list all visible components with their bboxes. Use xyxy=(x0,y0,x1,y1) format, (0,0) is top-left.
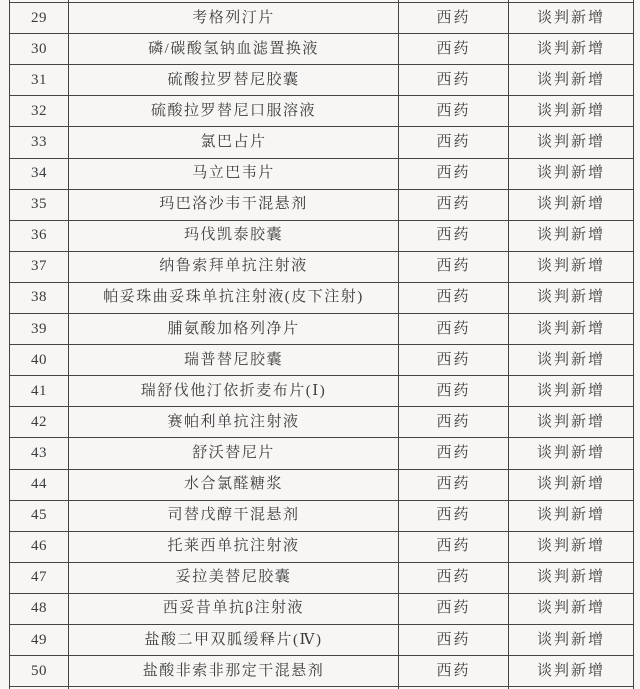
category-cell: 西药 xyxy=(399,531,509,562)
row-number-cell: 33 xyxy=(10,127,69,158)
drug-name-cell: 司替戊醇干混悬剂 xyxy=(69,500,399,531)
category-cell: 西药 xyxy=(399,438,509,469)
drug-name-cell: 瑞普替尼胶囊 xyxy=(69,345,399,376)
status-cell: 谈判新增 xyxy=(509,624,634,655)
table-row xyxy=(10,220,634,251)
status-cell: 谈判新增 xyxy=(509,562,634,593)
row-number-cell: 47 xyxy=(10,562,69,593)
row-number-cell: 34 xyxy=(10,158,69,189)
drug-name-cell: 马立巴韦片 xyxy=(69,158,399,189)
status-cell: 谈判新增 xyxy=(509,376,634,407)
drug-name-cell: 托莱西单抗注射液 xyxy=(69,531,399,562)
status-cell: 谈判新增 xyxy=(509,407,634,438)
status-cell: 谈判新增 xyxy=(509,438,634,469)
status-cell: 谈判新增 xyxy=(509,282,634,313)
status-cell: 谈判新增 xyxy=(509,127,634,158)
drug-name-cell: 赛帕利单抗注射液 xyxy=(69,407,399,438)
drug-name-cell: 硫酸拉罗替尼口服溶液 xyxy=(69,96,399,127)
row-number-cell: 38 xyxy=(10,282,69,313)
status-cell: 谈判新增 xyxy=(509,158,634,189)
category-cell: 西药 xyxy=(399,220,509,251)
row-number-cell: 42 xyxy=(10,407,69,438)
category-cell: 西药 xyxy=(399,624,509,655)
drug-name-cell: 西妥昔单抗β注射液 xyxy=(69,593,399,624)
table-row xyxy=(10,593,634,624)
table-row xyxy=(10,96,634,127)
table-row xyxy=(10,127,634,158)
table-row xyxy=(10,189,634,220)
category-cell: 西药 xyxy=(399,96,509,127)
drug-name-cell: 盐酸二甲双胍缓释片(Ⅳ) xyxy=(69,624,399,655)
drug-name-cell: 舒沃替尼片 xyxy=(69,438,399,469)
drug-name-cell: 纳鲁索拜单抗注射液 xyxy=(69,251,399,282)
category-cell: 西药 xyxy=(399,65,509,96)
row-number-cell: 48 xyxy=(10,593,69,624)
status-cell: 谈判新增 xyxy=(509,656,634,687)
drug-name-cell: 盐酸非索非那定干混悬剂 xyxy=(69,656,399,687)
category-cell: 西药 xyxy=(399,34,509,65)
row-number-cell: 31 xyxy=(10,65,69,96)
category-cell: 西药 xyxy=(399,345,509,376)
row-number-cell: 44 xyxy=(10,469,69,500)
status-cell: 谈判新增 xyxy=(509,3,634,34)
status-cell: 谈判新增 xyxy=(509,469,634,500)
table-row xyxy=(10,500,634,531)
table-row xyxy=(10,34,634,65)
table-row xyxy=(10,438,634,469)
category-cell: 西药 xyxy=(399,500,509,531)
table-row xyxy=(10,531,634,562)
row-number-cell: 32 xyxy=(10,96,69,127)
drug-name-cell: 水合氯醛糖浆 xyxy=(69,469,399,500)
row-number-cell: 29 xyxy=(10,3,69,34)
drug-name-cell: 氯巴占片 xyxy=(69,127,399,158)
category-cell: 西药 xyxy=(399,3,509,34)
status-cell: 谈判新增 xyxy=(509,345,634,376)
row-number-cell: 41 xyxy=(10,376,69,407)
drug-name-cell: 磷/碳酸氢钠血滤置换液 xyxy=(69,34,399,65)
row-number-cell: 45 xyxy=(10,500,69,531)
row-number-cell: 49 xyxy=(10,624,69,655)
drug-name-cell: 妥拉美替尼胶囊 xyxy=(69,562,399,593)
status-cell: 谈判新增 xyxy=(509,65,634,96)
category-cell: 西药 xyxy=(399,562,509,593)
status-cell: 谈判新增 xyxy=(509,500,634,531)
drug-table xyxy=(9,0,634,689)
status-cell: 谈判新增 xyxy=(509,96,634,127)
table-row xyxy=(10,345,634,376)
status-cell: 谈判新增 xyxy=(509,531,634,562)
category-cell: 西药 xyxy=(399,469,509,500)
row-number-cell: 40 xyxy=(10,345,69,376)
row-number-cell: 35 xyxy=(10,189,69,220)
table-row xyxy=(10,251,634,282)
table-row xyxy=(10,158,634,189)
drug-name-cell: 考格列汀片 xyxy=(69,3,399,34)
table-row xyxy=(10,469,634,500)
table-row xyxy=(10,282,634,313)
drug-name-cell: 玛伐凯泰胶囊 xyxy=(69,220,399,251)
category-cell: 西药 xyxy=(399,158,509,189)
row-number-cell: 36 xyxy=(10,220,69,251)
table-row xyxy=(10,407,634,438)
row-number-cell: 37 xyxy=(10,251,69,282)
table-row xyxy=(10,65,634,96)
row-number-cell: 46 xyxy=(10,531,69,562)
status-cell: 谈判新增 xyxy=(509,314,634,345)
table-row xyxy=(10,562,634,593)
table-row xyxy=(10,376,634,407)
drug-name-cell: 硫酸拉罗替尼胶囊 xyxy=(69,65,399,96)
status-cell: 谈判新增 xyxy=(509,189,634,220)
table-row xyxy=(10,3,634,34)
status-cell: 谈判新增 xyxy=(509,251,634,282)
table-row xyxy=(10,656,634,687)
category-cell: 西药 xyxy=(399,376,509,407)
table-viewport xyxy=(9,0,634,689)
status-cell: 谈判新增 xyxy=(509,220,634,251)
drug-name-cell: 玛巴洛沙韦干混悬剂 xyxy=(69,189,399,220)
category-cell: 西药 xyxy=(399,656,509,687)
category-cell: 西药 xyxy=(399,282,509,313)
category-cell: 西药 xyxy=(399,127,509,158)
drug-name-cell: 帕妥珠曲妥珠单抗注射液(皮下注射) xyxy=(69,282,399,313)
status-cell: 谈判新增 xyxy=(509,34,634,65)
status-cell: 谈判新增 xyxy=(509,593,634,624)
drug-name-cell: 瑞舒伐他汀依折麦布片(Ⅰ) xyxy=(69,376,399,407)
table-row xyxy=(10,624,634,655)
category-cell: 西药 xyxy=(399,593,509,624)
row-number-cell: 50 xyxy=(10,656,69,687)
drug-name-cell: 脯氨酸加格列净片 xyxy=(69,314,399,345)
category-cell: 西药 xyxy=(399,407,509,438)
row-number-cell: 39 xyxy=(10,314,69,345)
category-cell: 西药 xyxy=(399,314,509,345)
row-number-cell: 43 xyxy=(10,438,69,469)
category-cell: 西药 xyxy=(399,251,509,282)
table-row xyxy=(10,314,634,345)
category-cell: 西药 xyxy=(399,189,509,220)
row-number-cell: 30 xyxy=(10,34,69,65)
